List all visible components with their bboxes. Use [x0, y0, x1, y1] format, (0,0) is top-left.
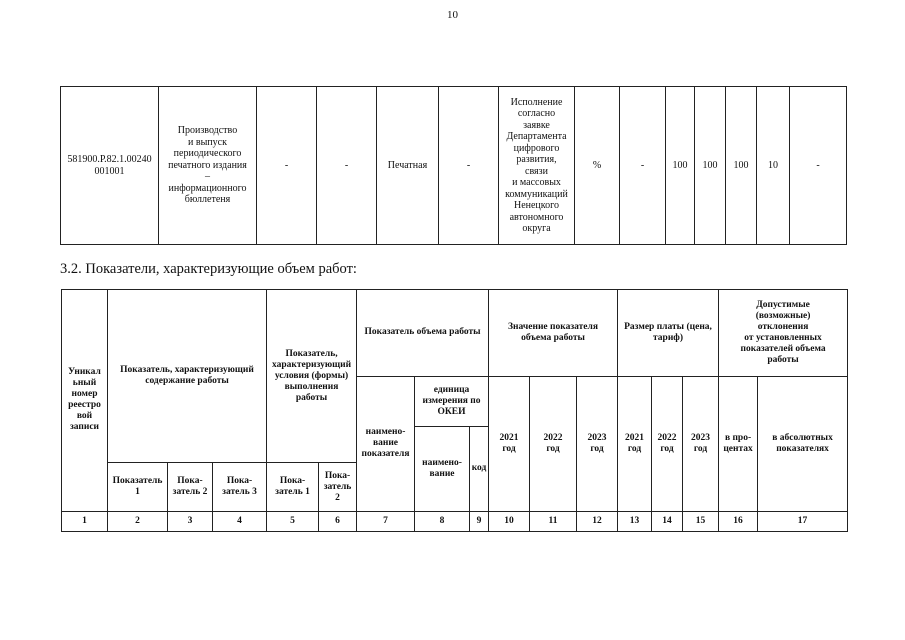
payment-2022-header: 2022 год	[652, 376, 683, 511]
in-absolute-header: в абсолютных показателях	[758, 376, 848, 511]
code-cell: -	[620, 87, 666, 245]
deviation-percent-cell: 10	[757, 87, 790, 245]
column-number: 9	[470, 511, 489, 531]
column-number: 13	[618, 511, 652, 531]
column-number-row	[62, 511, 848, 531]
column-number: 11	[530, 511, 577, 531]
value-2022-cell: 100	[695, 87, 726, 245]
year-2023-header: 2023 год	[577, 376, 618, 511]
indicator-name-cell: Исполнение согласно заявке Департамента цифрового развития, связи и массовых коммуникаций Ненецкого автономного округа	[499, 87, 575, 245]
column-number: 15	[683, 511, 719, 531]
form-cell: Печатная	[377, 87, 439, 245]
unique-number-header: Уникал ьный номер реестро вой записи	[62, 290, 108, 512]
year-2021-header: 2021 год	[489, 376, 530, 511]
payment-2023-header: 2023 год	[683, 376, 719, 511]
deviations-header: Допустимые (возможные) отклонения от установленных показателей объема работы	[719, 290, 848, 377]
content-sub-header-1: Показатель 1	[108, 463, 168, 511]
volume-indicators-table	[61, 289, 848, 532]
value-2021-cell: 100	[666, 87, 695, 245]
content-indicator-cell: Производство и выпуск периодического печатного издания – информационного бюллетеня	[159, 87, 257, 245]
column-number: 6	[319, 511, 357, 531]
header-row	[62, 290, 848, 377]
column-number: 8	[415, 511, 470, 531]
column-number: 12	[577, 511, 618, 531]
unit-cell: %	[575, 87, 620, 245]
content-sub-header-3: Пока- затель 3	[213, 463, 267, 511]
column-number: 5	[267, 511, 319, 531]
naming-header: наимено- вание показателя	[357, 376, 415, 511]
deviation-absolute-cell: -	[790, 87, 847, 245]
column-number: 1	[62, 511, 108, 531]
value-2023-cell: 100	[726, 87, 757, 245]
condition-sub-header-1: Пока- затель 1	[267, 463, 319, 511]
column-number: 10	[489, 511, 530, 531]
content-indicator-header: Показатель, характеризующий содержание работы	[108, 290, 267, 463]
content-sub-header-2: Пока- затель 2	[168, 463, 213, 511]
volume-indicator-header: Показатель объема работы	[357, 290, 489, 377]
table-cell: -	[257, 87, 317, 245]
condition-indicator-header: Показатель, характеризующий условия (формы) выполнения работы	[267, 290, 357, 463]
in-percent-header: в про- центах	[719, 376, 758, 511]
page-number: 10	[447, 9, 458, 21]
okei-code-header: код	[470, 427, 489, 512]
column-number: 17	[758, 511, 848, 531]
column-number: 2	[108, 511, 168, 531]
okei-name-header: наимено- вание	[415, 427, 470, 512]
table-row	[61, 87, 847, 245]
column-number: 3	[168, 511, 213, 531]
okei-unit-header: единица измерения по ОКЕИ	[415, 376, 489, 426]
registry-number-cell: 581900.Р.82.1.00240 001001	[61, 87, 159, 245]
column-number: 16	[719, 511, 758, 531]
payment-2021-header: 2021 год	[618, 376, 652, 511]
table-cell: -	[439, 87, 499, 245]
condition-sub-header-2: Пока- затель 2	[319, 463, 357, 511]
year-2022-header: 2022 год	[530, 376, 577, 511]
payment-size-header: Размер платы (цена, тариф)	[618, 290, 719, 377]
column-number: 7	[357, 511, 415, 531]
volume-value-header: Значение показателя объема работы	[489, 290, 618, 377]
table-cell: -	[317, 87, 377, 245]
column-number: 14	[652, 511, 683, 531]
section-title: 3.2. Показатели, характеризующие объем работ:	[60, 261, 357, 277]
quality-indicators-table	[60, 86, 847, 245]
column-number: 4	[213, 511, 267, 531]
